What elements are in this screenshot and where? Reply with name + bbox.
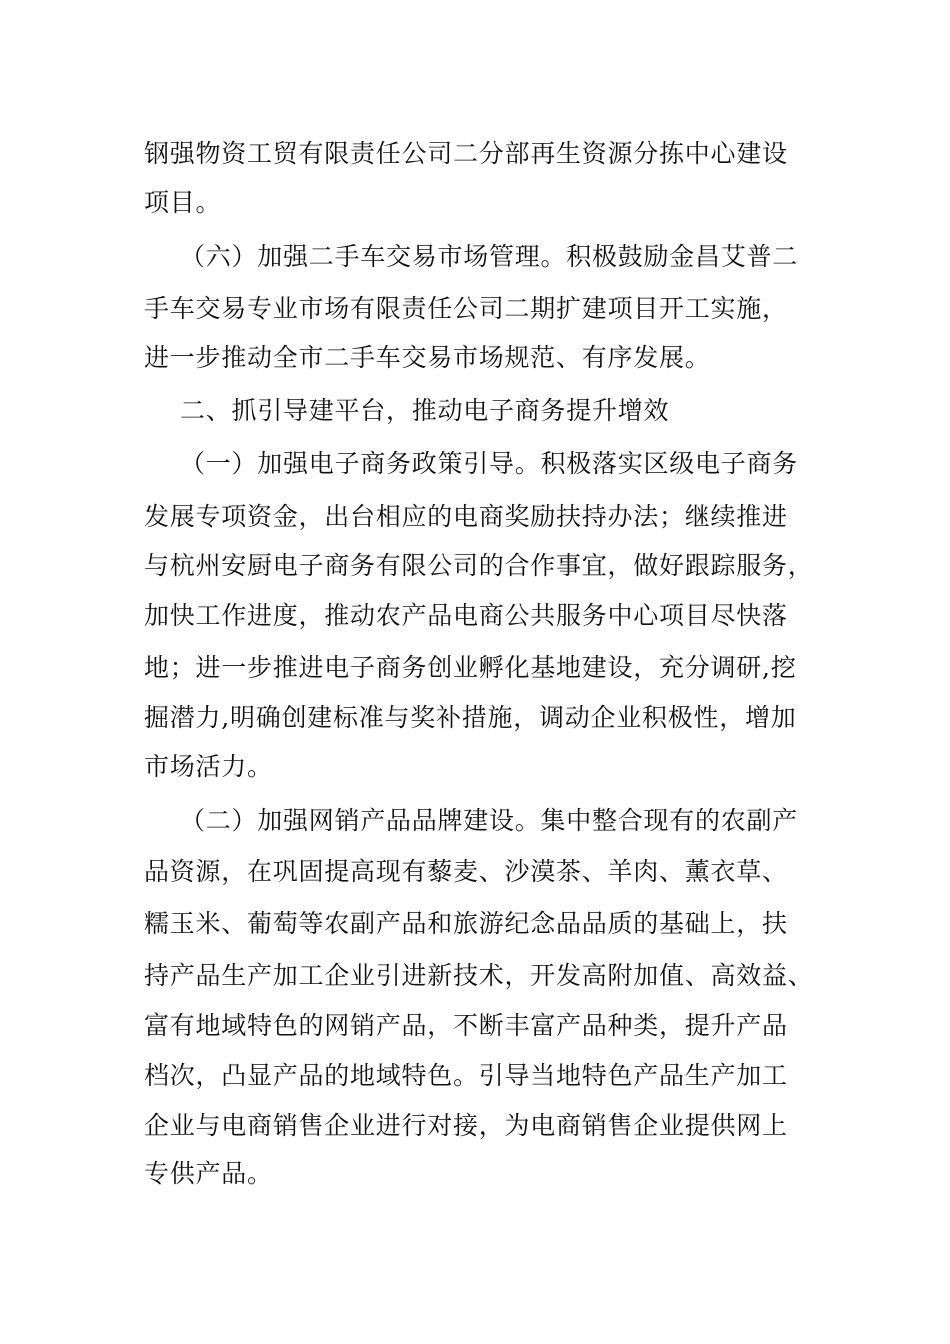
text-line: 档次，凸显产品的地域特色。引导当地特色产品生产加工: [144, 1061, 788, 1090]
text-line: 富有地域特色的网销产品，不断丰富产品种类，提升产品: [144, 1011, 788, 1040]
section-heading: 二、抓引导建平台，推动电子商务提升增效: [180, 396, 670, 425]
text-line: 地；进一步推进电子商务创业孵化基地建设，充分调研,挖: [144, 653, 797, 682]
text-line: 项目。: [144, 188, 222, 217]
text-line: 市场活力。: [144, 752, 273, 781]
paragraph-heading: （二）加强网销产品品牌建设。集中整合现有的农副产: [180, 806, 799, 835]
text-line: 进一步推动全市二手车交易市场规范、有序发展。: [144, 343, 711, 372]
paragraph-heading: （一）加强电子商务政策引导。积极落实区级电子商务: [180, 449, 799, 478]
text-line: 与杭州安厨电子商务有限公司的合作事宜，做好跟踪服务，: [144, 551, 814, 580]
text-line: 手车交易专业市场有限责任公司二期扩建项目开工实施，: [144, 294, 788, 323]
text-line: 品资源，在巩固提高现有藜麦、沙漠茶、羊肉、薰衣草、: [144, 857, 788, 886]
text-line: 糯玉米、葡萄等农副产品和旅游纪念品品质的基础上，扶: [144, 909, 788, 938]
text-line: 加快工作进度，推动农产品电商公共服务中心项目尽快落: [144, 601, 788, 630]
text-line: 专供产品。: [144, 1159, 273, 1188]
text-line: 企业与电商销售企业进行对接，为电商销售企业提供网上: [144, 1111, 788, 1140]
text-line: 掘潜力,明确创建标准与奖补措施，调动企业积极性，增加: [144, 703, 797, 732]
text-line: 发展专项资金，出台相应的电商奖励扶持办法；继续推进: [144, 502, 788, 531]
text-line: 钢强物资工贸有限责任公司二分部再生资源分拣中心建设: [144, 139, 788, 168]
paragraph-heading: （六）加强二手车交易市场管理。积极鼓励金昌艾普二: [180, 242, 799, 271]
text-line: 持产品生产加工企业引进新技术，开发高附加值、高效益、: [144, 961, 814, 990]
